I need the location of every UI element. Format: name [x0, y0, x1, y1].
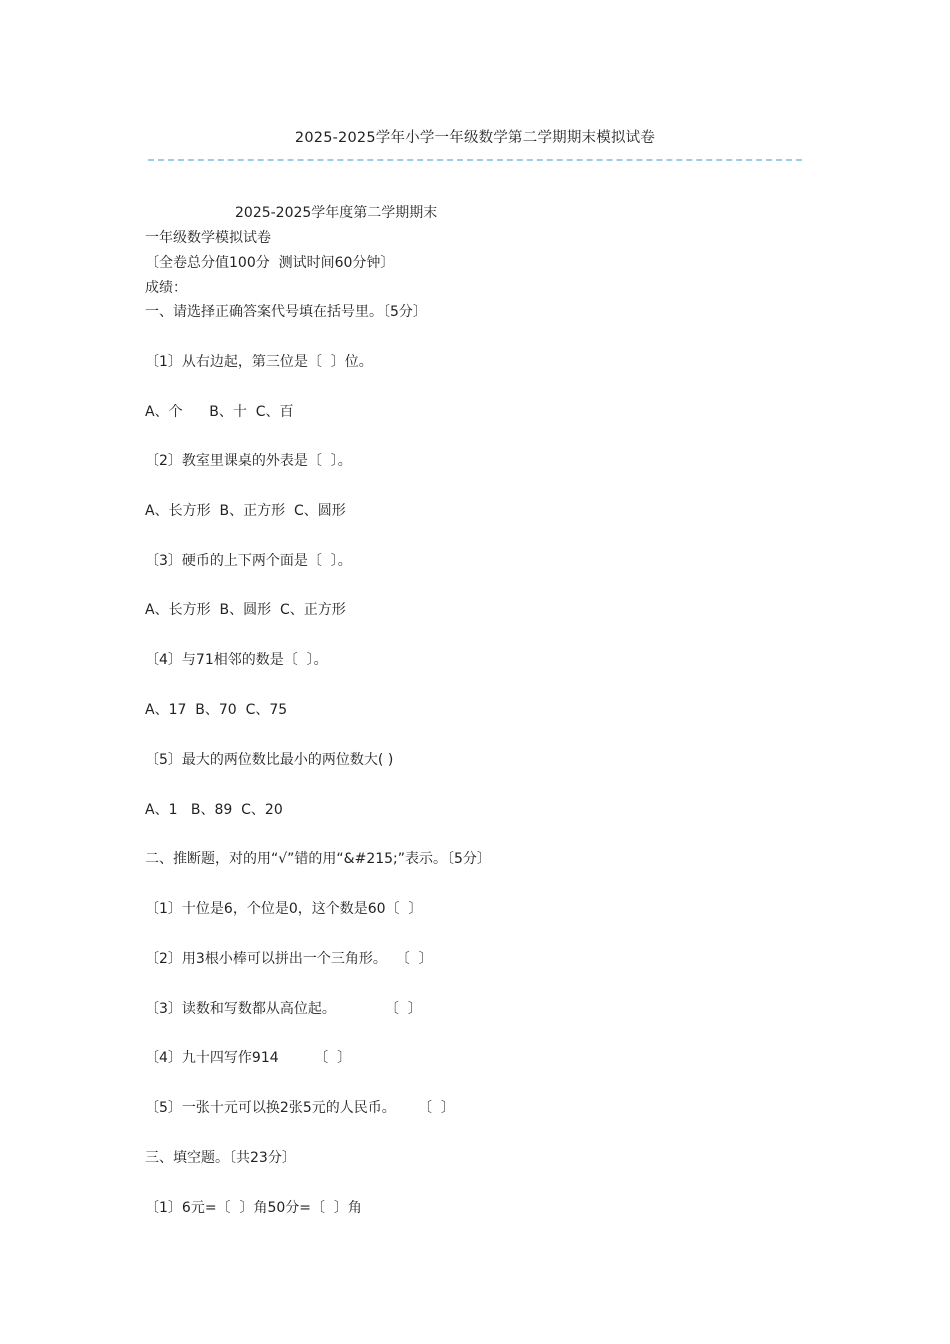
exam-info: 〔全卷总分值100分 测试时间60分钟〕: [145, 255, 395, 271]
section-heading: 一、请选择正确答案代号填在括号里。〔5分〕: [145, 304, 427, 320]
options-line: A、1 B、89 C、20: [145, 802, 283, 818]
options-line: A、长方形 B、圆形 C、正方形: [145, 602, 346, 618]
exam-name: 一年级数学模拟试卷: [145, 230, 271, 246]
question-line: 〔3〕硬币的上下两个面是〔 〕。: [145, 553, 352, 569]
document-title: 2025-2025学年小学一年级数学第二学期期末模拟试卷: [294, 130, 656, 146]
score-label: 成绩：: [145, 280, 187, 296]
question-line: 〔4〕与71相邻的数是〔 〕。: [145, 652, 328, 668]
section-heading: 二、推断题，对的用“√”错的用“&#215;”表示。〔5分〕: [145, 851, 491, 867]
section-heading: 三、填空题。〔共23分〕: [145, 1150, 296, 1166]
question-line: 〔2〕用3根小棒可以拼出一个三角形。 〔 〕: [145, 951, 433, 967]
question-line: 〔3〕读数和写数都从高位起。 〔 〕: [145, 1001, 422, 1017]
question-line: 〔4〕九十四写作914 〔 〕: [145, 1050, 352, 1066]
options-line: A、个 B、十 C、百: [145, 404, 294, 420]
question-line: 〔1〕从右边起，第三位是〔 〕位。: [145, 354, 373, 370]
options-line: A、长方形 B、正方形 C、圆形: [145, 503, 346, 519]
question-line: 〔5〕一张十元可以换2张5元的人民币。 〔 〕: [145, 1100, 455, 1116]
title-divider: [148, 159, 802, 161]
question-line: 〔5〕最大的两位数比最小的两位数大( ): [145, 752, 394, 768]
question-line: 〔1〕6元=〔 〕角50分=〔 〕角: [145, 1200, 362, 1216]
question-line: 〔2〕教室里课桌的外表是〔 〕。: [145, 453, 352, 469]
term-heading: 2025-2025学年度第二学期期末: [235, 205, 438, 221]
options-line: A、17 B、70 C、75: [145, 702, 288, 718]
question-line: 〔1〕十位是6，个位是0，这个数是60〔 〕: [145, 901, 423, 917]
